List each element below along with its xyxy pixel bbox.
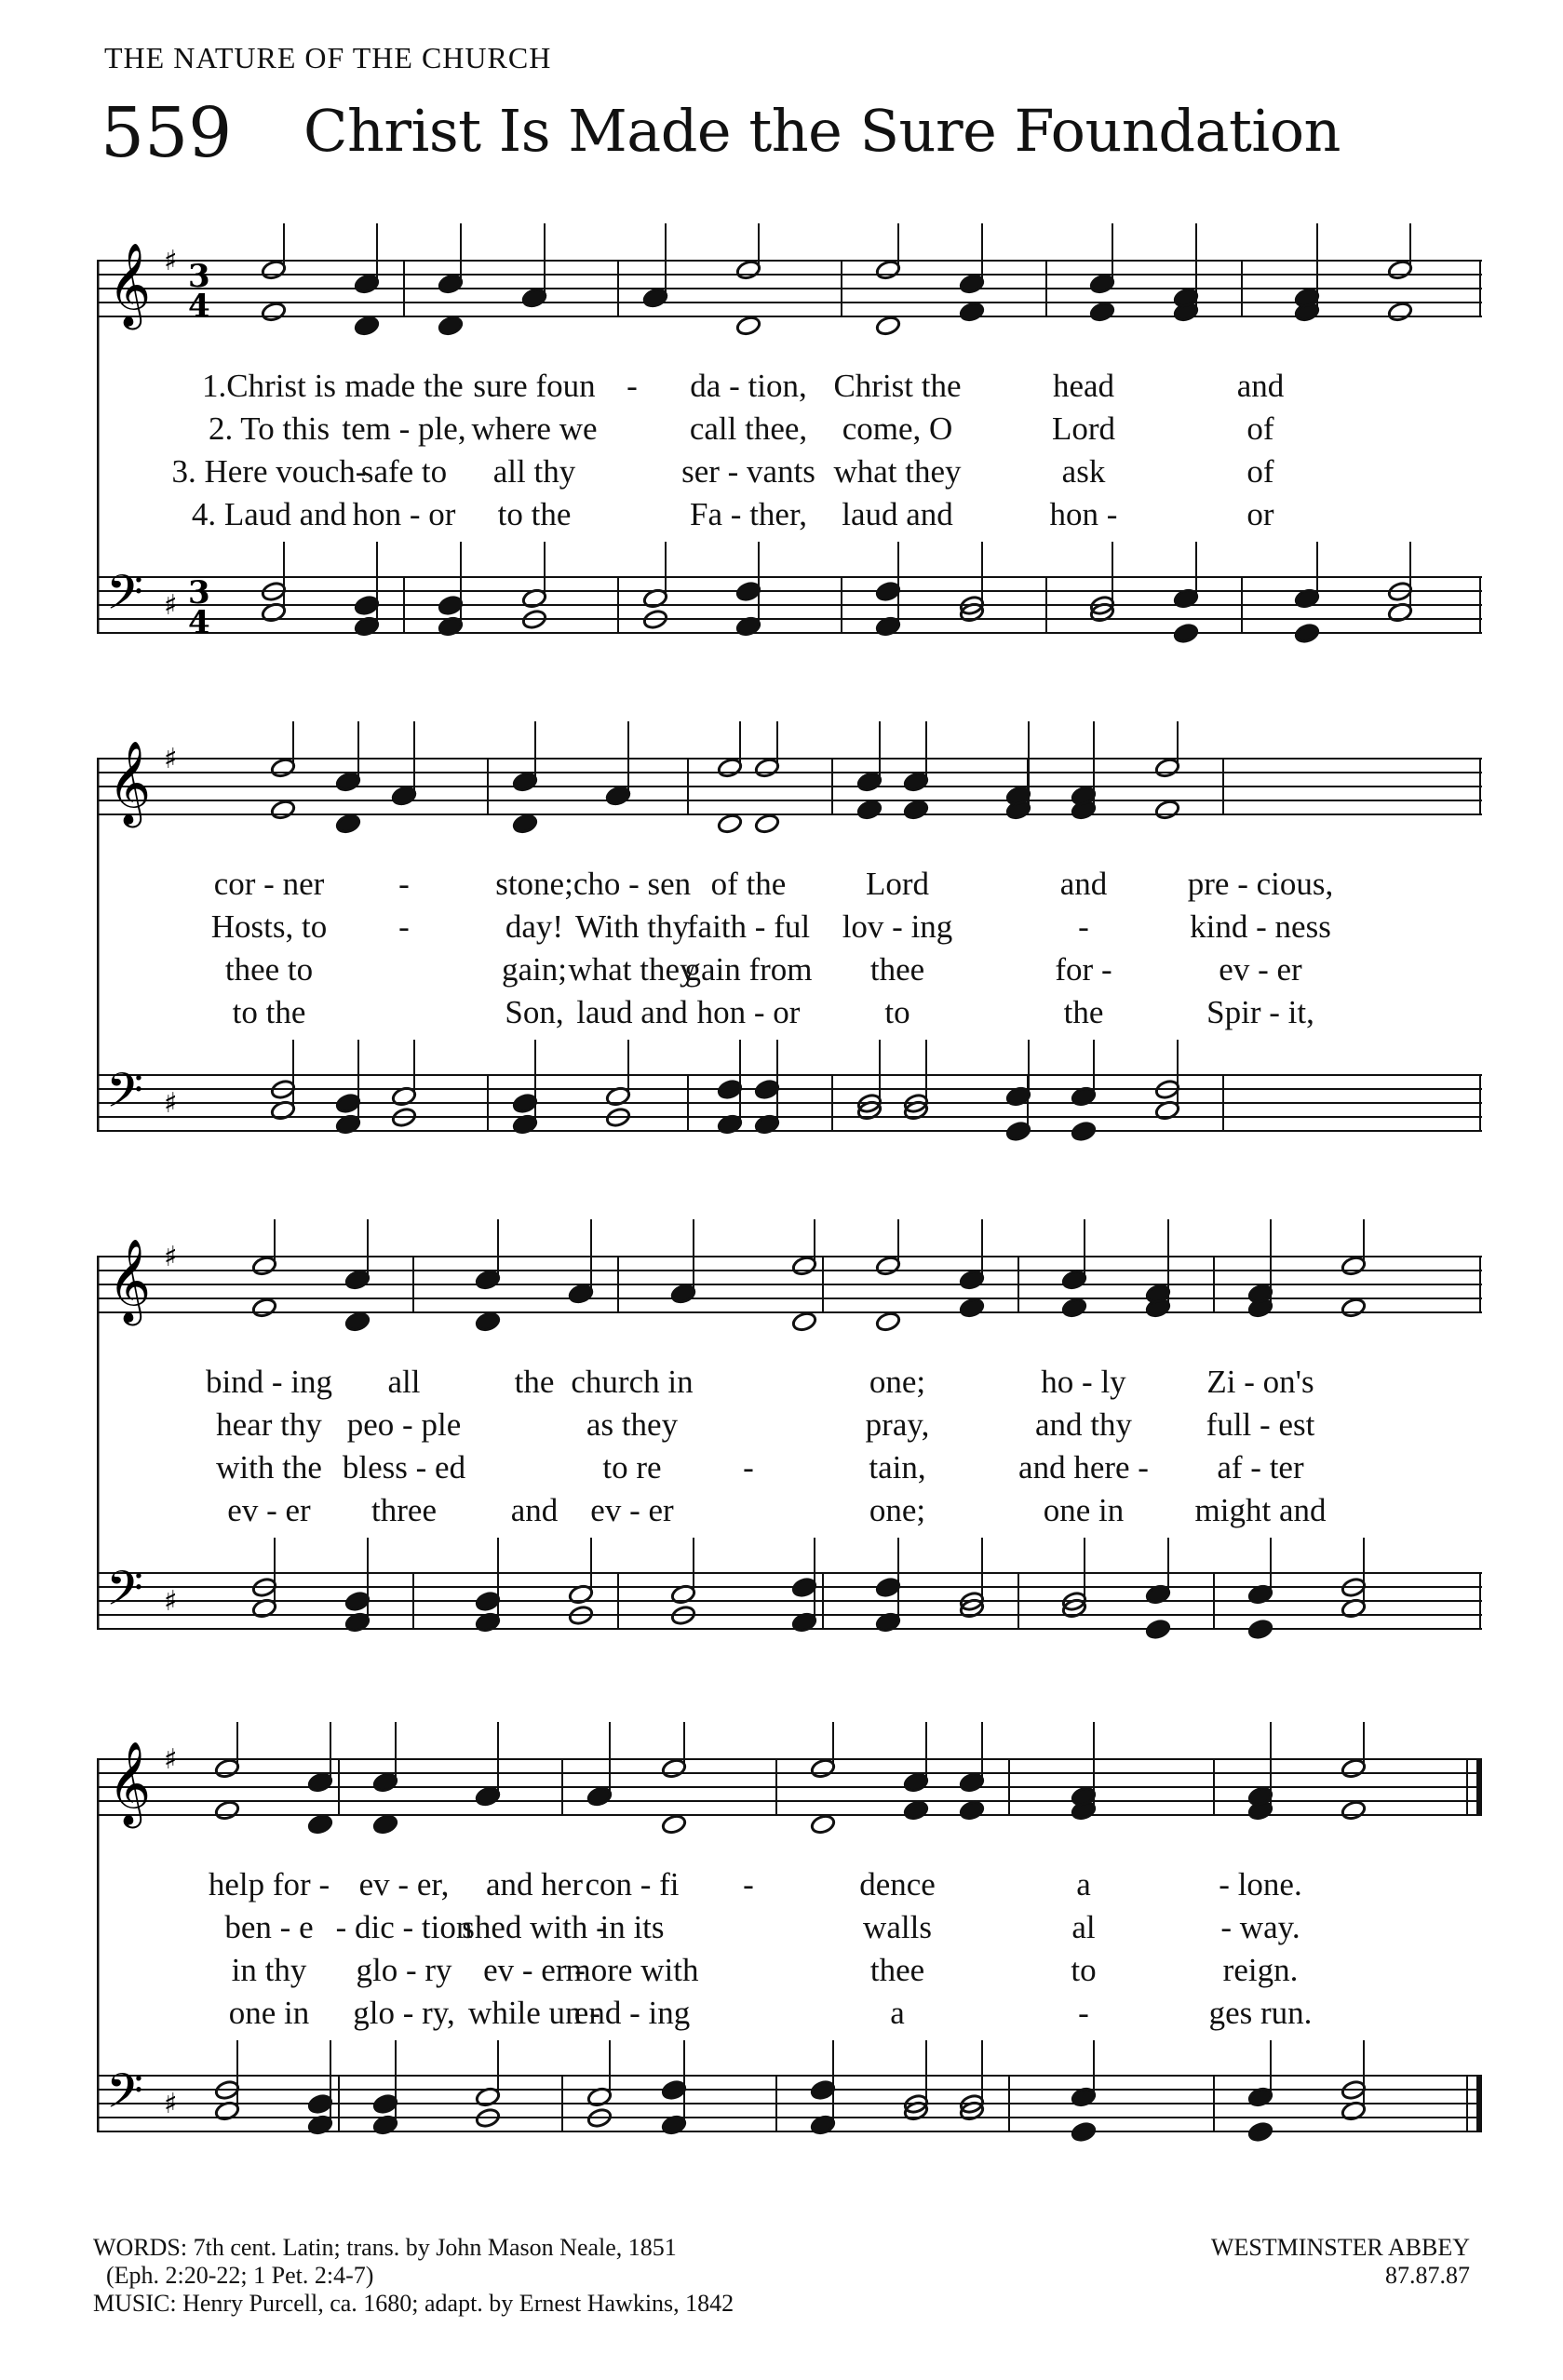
lyric-syllable: one;: [869, 1364, 926, 1400]
bass-note: [791, 1577, 817, 1598]
lyric-syllable: glo - ry,: [353, 1995, 455, 2031]
hymn-title: Christ Is Made the Sure Foundation: [303, 97, 1341, 165]
bass-note: [735, 581, 761, 602]
treble-note: [810, 1757, 836, 1779]
treble-note: [875, 1311, 901, 1332]
lyric-syllable: cor - ner: [213, 866, 325, 902]
lyric-syllable: - dic - tion: [335, 1909, 473, 1945]
lyric-syllable: where we: [471, 410, 598, 447]
lyric-line-verse-2: [97, 410, 1482, 451]
treble-staff: [97, 759, 1482, 814]
treble-note: [1061, 1297, 1087, 1318]
lyric-syllable: might and: [1194, 1492, 1327, 1528]
lyric-syllable: ges run.: [1208, 1995, 1313, 2031]
treble-note: [717, 813, 743, 834]
lyric-syllable: and her: [486, 1866, 583, 1903]
lyric-syllable: - lone.: [1219, 1866, 1302, 1903]
lyric-syllable: 4. Laud and: [191, 496, 347, 532]
lyric-syllable: glo - ry: [356, 1952, 452, 1988]
lyric-syllable: faith - ful: [686, 908, 811, 945]
bass-note: [717, 1079, 743, 1100]
lyric-syllable: -: [1078, 1995, 1089, 2031]
lyric-line-verse-4: [97, 994, 1482, 1035]
lyric-syllable: to the: [497, 496, 572, 532]
lyric-line-verse-1: [97, 368, 1482, 409]
treble-note: [875, 1255, 901, 1276]
credits: [93, 2234, 734, 2318]
music-system-3: [97, 1210, 1482, 1675]
lyric-syllable: and thy: [1034, 1406, 1133, 1443]
lyric-syllable: dence: [859, 1866, 936, 1903]
treble-note: [754, 813, 780, 834]
treble-note: [335, 771, 361, 792]
key-signature-sharp: ♯: [164, 1087, 178, 1120]
lyric-syllable: Fa - ther,: [690, 496, 807, 532]
bass-staff: [97, 1075, 1482, 1131]
treble-staff: [97, 1759, 1482, 1815]
music-system-2: [97, 712, 1482, 1177]
treble-note: [335, 813, 361, 834]
lyric-syllable: in thy: [231, 1952, 307, 1988]
lyric-syllable: af - ter: [1217, 1449, 1304, 1486]
lyric-syllable: bind - ing: [205, 1364, 333, 1400]
bass-time-signature-top: 3: [188, 574, 210, 612]
treble-note: [959, 1269, 985, 1290]
treble-note: [391, 785, 417, 806]
treble-note: [605, 785, 631, 806]
lyric-line-verse-2: [97, 1909, 1482, 1950]
lyric-syllable: ser - vants: [681, 453, 815, 490]
lyric-line-verse-4: [97, 496, 1482, 537]
lyric-syllable: pray,: [865, 1406, 930, 1443]
key-signature-sharp: ♯: [164, 1241, 178, 1273]
lyric-syllable: Zi - on's: [1206, 1364, 1314, 1400]
treble-note: [475, 1311, 501, 1332]
lyric-syllable: ask: [1061, 453, 1106, 490]
treble-note: [717, 757, 743, 778]
lyric-syllable: end - ing: [573, 1995, 691, 2031]
treble-note: [1341, 1255, 1367, 1276]
lyric-syllable: Spir - it,: [1206, 994, 1314, 1030]
lyric-syllable: all thy: [492, 453, 576, 490]
key-signature-sharp: ♯: [164, 245, 178, 277]
treble-note: [810, 1813, 836, 1835]
bass-note: [1247, 1619, 1273, 1640]
treble-note: [512, 771, 538, 792]
lyric-syllable: tain,: [869, 1449, 926, 1486]
lyric-syllable: peo - ple: [346, 1406, 462, 1443]
treble-note: [856, 771, 883, 792]
treble-note: [521, 287, 547, 308]
bass-note: [335, 1093, 361, 1114]
lyric-syllable: -: [1078, 908, 1089, 945]
lyric-syllable: or: [1246, 496, 1274, 532]
treble-note: [959, 301, 985, 322]
lyric-syllable: ev - er: [590, 1492, 674, 1528]
lyric-syllable: what they: [833, 453, 962, 490]
lyric-line-verse-4: [97, 1492, 1482, 1533]
key-signature-sharp: ♯: [164, 1585, 178, 1618]
treble-note: [251, 1297, 277, 1318]
lyric-syllable: pre - cious,: [1187, 866, 1334, 902]
lyric-syllable: -: [398, 908, 410, 945]
lyric-syllable: tem - ple,: [342, 410, 466, 447]
bass-note: [875, 1577, 901, 1598]
lyric-syllable: gain;: [502, 951, 567, 988]
lyric-syllable: thee: [869, 1952, 925, 1988]
treble-note: [791, 1255, 817, 1276]
bass-note: [875, 581, 901, 602]
treble-note: [642, 287, 668, 308]
bass-clef-icon: 𝄢: [106, 2063, 143, 2131]
treble-note: [791, 1311, 817, 1332]
lyric-line-verse-4: [97, 1995, 1482, 2036]
lyric-syllable: Hosts, to: [210, 908, 328, 945]
lyric-syllable: Son,: [505, 994, 564, 1030]
lyric-syllable: ev - er,: [358, 1866, 450, 1903]
treble-note: [1089, 301, 1115, 322]
lyric-syllable: a: [1076, 1866, 1091, 1903]
treble-note: [438, 315, 464, 336]
bass-note: [354, 595, 380, 616]
lyric-syllable: to: [884, 994, 910, 1030]
lyric-syllable: to: [1071, 1952, 1097, 1988]
bass-note: [1071, 1121, 1097, 1142]
lyric-syllable: the: [514, 1364, 555, 1400]
lyric-syllable: al: [1071, 1909, 1096, 1945]
lyric-syllable: reign.: [1222, 1952, 1299, 1988]
treble-note: [959, 1297, 985, 1318]
lyric-line-verse-1: [97, 1866, 1482, 1907]
bass-clef-icon: 𝄢: [106, 1560, 143, 1628]
lyric-syllable: to re: [602, 1449, 662, 1486]
lyric-syllable: church in: [571, 1364, 694, 1400]
lyric-syllable: a: [890, 1995, 905, 2031]
treble-note: [661, 1757, 687, 1779]
lyric-syllable: one;: [869, 1492, 926, 1528]
treble-note: [372, 1813, 398, 1835]
lyric-syllable: head: [1052, 368, 1115, 404]
lyric-syllable: the: [1063, 994, 1104, 1030]
bass-staff: [97, 2076, 1482, 2131]
key-signature-sharp: ♯: [164, 589, 178, 622]
lyric-syllable: Christ the: [833, 368, 962, 404]
lyric-syllable: lov - ing: [842, 908, 953, 945]
treble-note: [959, 1799, 985, 1821]
treble-note: [1341, 1757, 1367, 1779]
treble-note: [475, 1269, 501, 1290]
lyric-syllable: all: [387, 1364, 421, 1400]
lyric-syllable: 3. Here vouch-: [171, 453, 367, 490]
bass-staff: [97, 577, 1482, 633]
treble-time-signature-bottom: 4: [188, 288, 210, 325]
treble-note: [903, 771, 929, 792]
treble-note: [735, 315, 761, 336]
treble-note: [214, 1799, 240, 1821]
lyric-syllable: and: [510, 1492, 559, 1528]
bass-note: [1173, 623, 1199, 644]
lyric-syllable: Lord: [1051, 410, 1116, 447]
lyric-syllable: to the: [232, 994, 306, 1030]
lyric-syllable: as they: [586, 1406, 679, 1443]
treble-note: [261, 301, 287, 322]
lyric-syllable: and here -: [1018, 1449, 1149, 1486]
treble-note: [270, 799, 296, 820]
bass-note: [1005, 1121, 1031, 1142]
lyric-syllable: and: [1059, 866, 1108, 902]
treble-note: [1154, 799, 1180, 820]
bass-note: [754, 1079, 780, 1100]
lyric-syllable: while un -: [468, 1995, 600, 2031]
lyric-syllable: what they: [568, 951, 696, 988]
treble-note: [1341, 1297, 1367, 1318]
lyric-syllable: with the: [216, 1449, 322, 1486]
lyric-line-verse-2: [97, 908, 1482, 949]
lyric-syllable: da - tion,: [690, 368, 807, 404]
lyric-syllable: gain from: [684, 951, 813, 988]
treble-note: [754, 757, 780, 778]
lyric-syllable: ev - er: [227, 1492, 311, 1528]
treble-note: [344, 1269, 371, 1290]
bass-note: [1294, 623, 1320, 644]
lyric-syllable: ho - ly: [1041, 1364, 1126, 1400]
lyric-syllable: of: [1246, 410, 1274, 447]
lyric-line-verse-3: [97, 951, 1482, 992]
treble-note: [586, 1785, 613, 1807]
bass-note: [1071, 2121, 1097, 2143]
lyric-syllable: 2. To this: [208, 410, 330, 447]
treble-note: [372, 1771, 398, 1793]
lyric-syllable: of the: [710, 866, 787, 902]
treble-note: [1387, 259, 1413, 280]
lyric-syllable: walls: [863, 1909, 932, 1945]
bass-note: [372, 2093, 398, 2115]
treble-note: [1154, 757, 1180, 778]
bass-note: [1145, 1619, 1171, 1640]
bass-staff: [97, 1573, 1482, 1629]
lyric-syllable: With thy: [574, 908, 690, 945]
hymn-number: 559: [101, 93, 233, 173]
treble-staff: [97, 1257, 1482, 1312]
lyric-syllable: more with: [565, 1952, 699, 1988]
lyric-syllable: hear thy: [216, 1406, 322, 1443]
treble-note: [875, 315, 901, 336]
lyric-syllable: ben - e: [224, 1909, 314, 1945]
lyric-syllable: cho - sen: [573, 866, 692, 902]
lyric-syllable: one in: [1043, 1492, 1125, 1528]
lyric-syllable: for -: [1055, 951, 1112, 988]
lyric-syllable: hon - or: [696, 994, 801, 1030]
words-credit: WORDS: 7th cent. Latin; trans. by John Mason Neale, 1851: [93, 2234, 677, 2261]
treble-note: [856, 799, 883, 820]
lyric-line-verse-3: [97, 1449, 1482, 1490]
treble-note: [512, 813, 538, 834]
lyric-line-verse-2: [97, 1406, 1482, 1447]
scripture-reference: (Eph. 2:20-22; 1 Pet. 2:4-7): [106, 2262, 374, 2289]
treble-note: [251, 1255, 277, 1276]
lyric-line-verse-1: [97, 1364, 1482, 1405]
treble-note: [1089, 273, 1115, 294]
treble-note: [270, 757, 296, 778]
lyric-syllable: in its: [600, 1909, 665, 1945]
treble-note: [354, 273, 380, 294]
treble-clef-icon: 𝄞: [108, 243, 152, 327]
lyric-syllable: stone;: [495, 866, 573, 902]
lyric-syllable: kind - ness: [1190, 908, 1331, 945]
bass-note: [810, 2079, 836, 2101]
treble-note: [214, 1757, 240, 1779]
meter: 87.87.87: [1385, 2262, 1470, 2289]
bass-note: [661, 2079, 687, 2101]
music-system-1: [97, 214, 1482, 679]
treble-note: [568, 1283, 594, 1304]
lyric-syllable: -: [627, 368, 638, 404]
tune-info: [1211, 2234, 1470, 2290]
tune-name: WESTMINSTER ABBEY: [1210, 2234, 1470, 2261]
lyric-syllable: ev - er -: [483, 1952, 586, 1988]
treble-note: [959, 1771, 985, 1793]
lyric-syllable: ev - er: [1219, 951, 1302, 988]
lyric-syllable: call thee,: [689, 410, 808, 447]
lyric-syllable: con - fi: [585, 1866, 680, 1903]
lyric-line-verse-3: [97, 1952, 1482, 1993]
lyric-syllable: made the: [344, 368, 464, 404]
treble-note: [1061, 1269, 1087, 1290]
music-system-4: [97, 1713, 1482, 2178]
lyric-syllable: and: [1236, 368, 1285, 404]
treble-note: [735, 259, 761, 280]
treble-note: [661, 1813, 687, 1835]
treble-clef-icon: 𝄞: [108, 1239, 152, 1323]
bass-note: [512, 1093, 538, 1114]
treble-note: [354, 315, 380, 336]
treble-clef-icon: 𝄞: [108, 741, 152, 825]
lyric-line-verse-1: [97, 866, 1482, 907]
music-credit: MUSIC: Henry Purcell, ca. 1680; adapt. by Ernest Hawkins, 1842: [93, 2290, 734, 2317]
lyric-syllable: of: [1246, 453, 1274, 490]
treble-time-signature-top: 3: [188, 258, 210, 295]
treble-note: [261, 259, 287, 280]
lyric-syllable: one in: [228, 1995, 310, 2031]
bass-note: [475, 1591, 501, 1612]
lyric-syllable: -: [743, 1449, 754, 1486]
lyric-syllable: bless - ed: [342, 1449, 466, 1486]
treble-note: [875, 259, 901, 280]
lyric-syllable: thee to: [224, 951, 314, 988]
lyric-syllable: safe to: [360, 453, 448, 490]
treble-note: [307, 1771, 333, 1793]
lyric-syllable: laud and: [576, 994, 688, 1030]
bass-note: [438, 595, 464, 616]
lyric-syllable: shed with -: [462, 1909, 607, 1945]
lyric-syllable: - way.: [1220, 1909, 1300, 1945]
bass-clef-icon: 𝄢: [106, 564, 143, 632]
treble-note: [903, 1771, 929, 1793]
treble-clef-icon: 𝄞: [108, 1741, 152, 1825]
bass-note: [307, 2093, 333, 2115]
bass-time-signature-bottom: 4: [188, 604, 210, 641]
treble-note: [1387, 301, 1413, 322]
lyric-syllable: hon -: [1049, 496, 1118, 532]
treble-note: [903, 799, 929, 820]
treble-note: [344, 1311, 371, 1332]
lyric-syllable: day!: [505, 908, 564, 945]
treble-staff: [97, 261, 1482, 316]
lyric-syllable: sure foun: [473, 368, 596, 404]
bass-note: [344, 1591, 371, 1612]
lyric-syllable: full - est: [1206, 1406, 1315, 1443]
treble-note: [475, 1785, 501, 1807]
key-signature-sharp: ♯: [164, 2088, 178, 2120]
treble-note: [959, 273, 985, 294]
section-heading: THE NATURE OF THE CHURCH: [104, 41, 552, 74]
lyric-syllable: 1.Christ is: [202, 368, 336, 404]
treble-note: [670, 1283, 696, 1304]
lyric-syllable: laud and: [842, 496, 953, 532]
bass-clef-icon: 𝄢: [106, 1062, 143, 1130]
lyric-syllable: -: [398, 866, 410, 902]
bass-note: [1247, 2121, 1273, 2143]
key-signature-sharp: ♯: [164, 743, 178, 775]
lyric-syllable: come, O: [842, 410, 953, 447]
treble-note: [903, 1799, 929, 1821]
lyric-line-verse-3: [97, 453, 1482, 494]
lyric-syllable: -: [743, 1866, 754, 1903]
treble-note: [307, 1813, 333, 1835]
lyric-syllable: three: [371, 1492, 437, 1528]
lyric-syllable: Lord: [865, 866, 930, 902]
lyric-syllable: hon - or: [352, 496, 456, 532]
lyric-syllable: help for -: [208, 1866, 330, 1903]
treble-note: [438, 273, 464, 294]
lyric-syllable: thee: [869, 951, 925, 988]
key-signature-sharp: ♯: [164, 1743, 178, 1776]
treble-note: [1341, 1799, 1367, 1821]
